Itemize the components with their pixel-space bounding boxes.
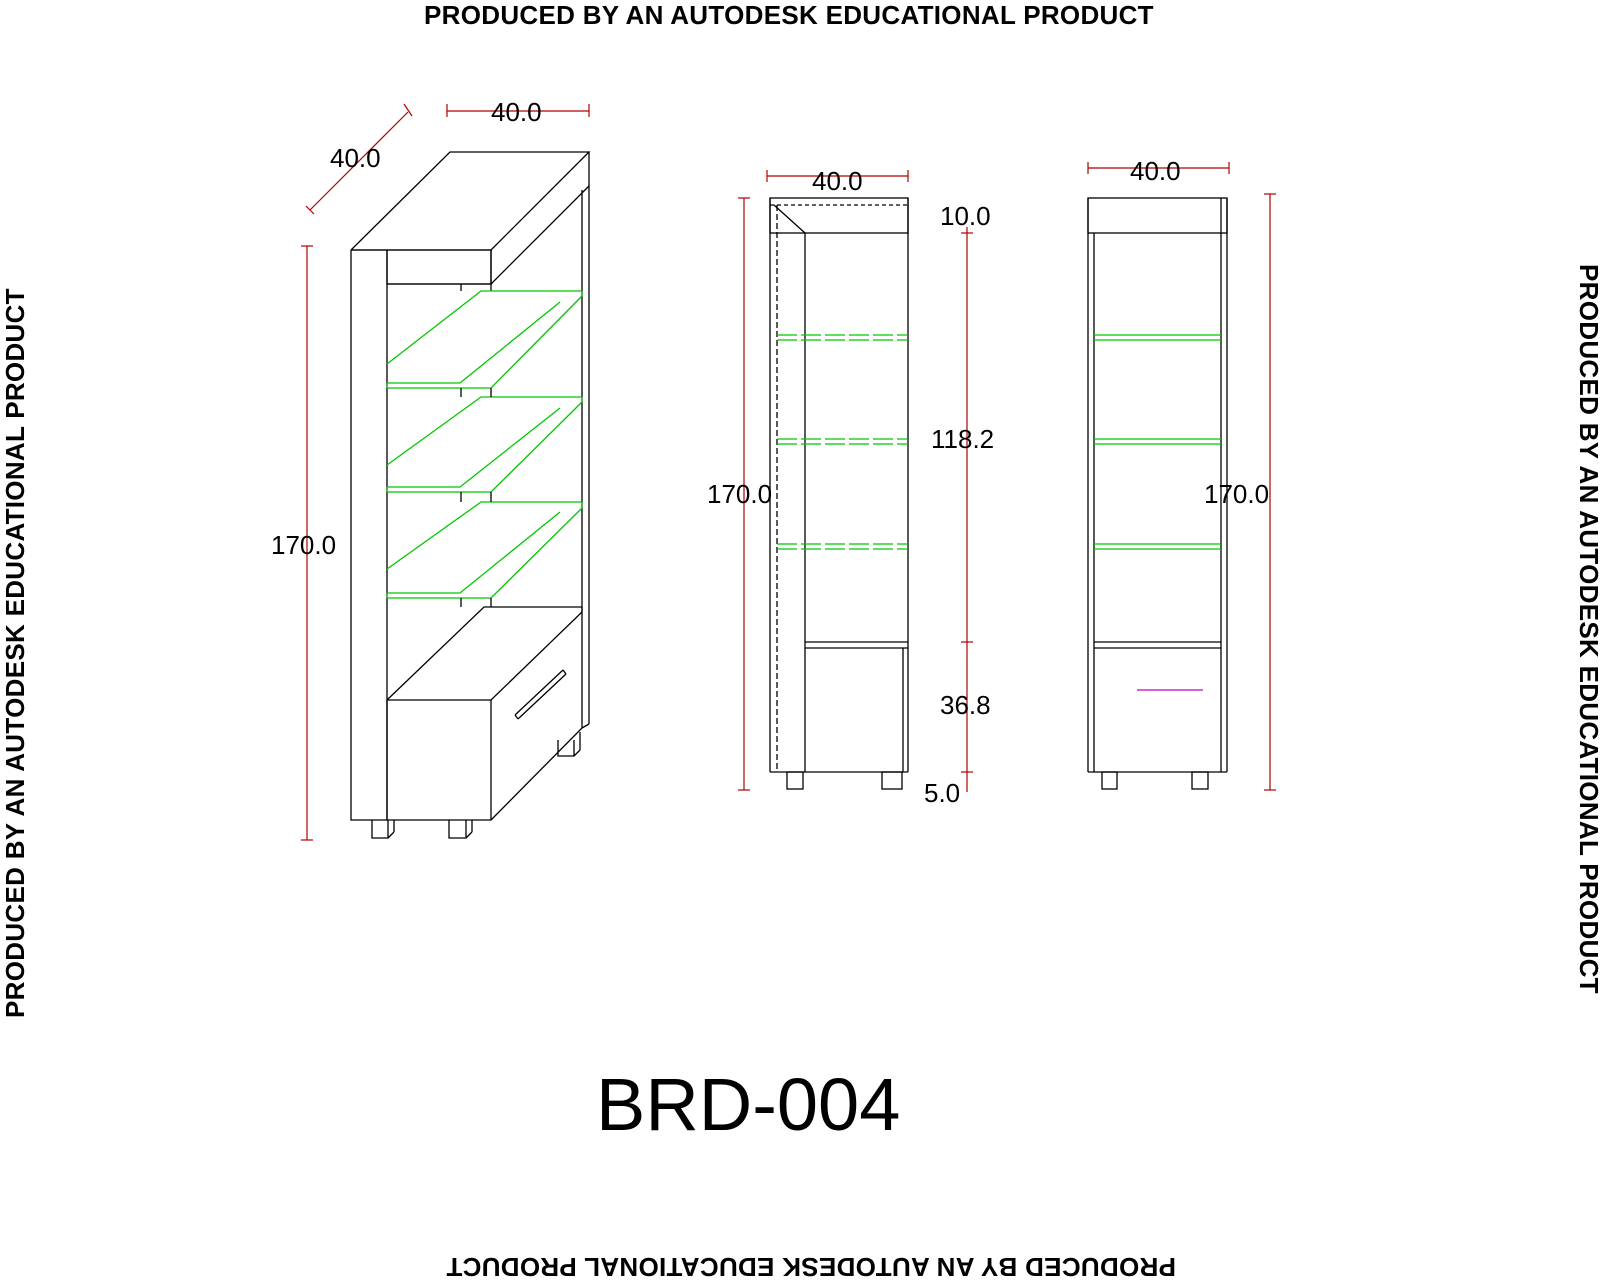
side-lower-dim: 36.8 xyxy=(940,690,991,720)
side-view xyxy=(738,170,973,792)
watermark-right: PRODUCED BY AN AUTODESK EDUCATIONAL PRODUCT xyxy=(1574,264,1604,994)
iso-shelf-2 xyxy=(387,397,582,492)
isometric-view xyxy=(301,104,589,840)
watermark-top: PRODUCED BY AN AUTODESK EDUCATIONAL PRODUCT xyxy=(424,0,1154,30)
drawing-title: BRD-004 xyxy=(596,1063,901,1146)
iso-shelf-1 xyxy=(387,291,582,388)
front-height-dim: 170.0 xyxy=(1204,479,1270,509)
iso-shelf-3 xyxy=(387,502,582,598)
front-width-dim: 40.0 xyxy=(1130,156,1181,186)
side-upper-dim: 118.2 xyxy=(931,424,995,454)
side-base-dim: 5.0 xyxy=(924,778,961,808)
watermark-bottom: PRODUCED BY AN AUTODESK EDUCATIONAL PRODUCT xyxy=(446,1252,1176,1282)
iso-width-dim: 40.0 xyxy=(491,97,542,127)
side-height-dim: 170.0 xyxy=(707,479,773,509)
watermark-left: PRODUCED BY AN AUTODESK EDUCATIONAL PRODUCT xyxy=(0,288,30,1018)
front-view xyxy=(1088,162,1276,790)
side-top-dim: 10.0 xyxy=(940,201,991,231)
iso-depth-dim: 40.0 xyxy=(330,143,381,173)
side-width-dim: 40.0 xyxy=(812,166,863,196)
iso-height-dim: 170.0 xyxy=(271,530,337,560)
